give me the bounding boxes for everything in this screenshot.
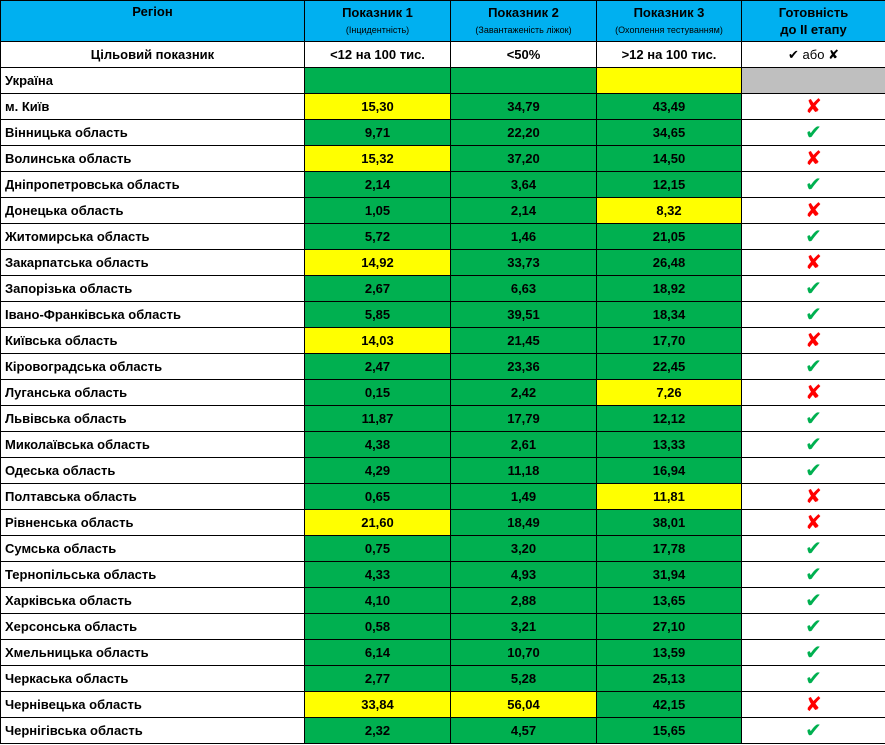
table-row xyxy=(1,692,885,718)
indicator-2-value: 3,20 xyxy=(451,536,597,562)
readiness-cell xyxy=(742,250,885,276)
region-name: Миколаївська область xyxy=(1,432,305,458)
table-row xyxy=(1,94,885,120)
check-icon: ✔ xyxy=(805,563,822,586)
readiness-cell xyxy=(742,354,885,380)
check-icon: ✔ xyxy=(805,173,822,196)
indicator-3-value: 26,48 xyxy=(597,250,742,276)
indicator-2-value: 2,42 xyxy=(451,380,597,406)
table-row xyxy=(1,588,885,614)
readiness-cell xyxy=(742,510,885,536)
indicator-3-value: 34,65 xyxy=(597,120,742,146)
region-name: Харківська область xyxy=(1,588,305,614)
indicator-1-value: 5,72 xyxy=(305,224,451,250)
cross-icon: ✘ xyxy=(805,147,822,170)
target-indicator-3: >12 на 100 тис. xyxy=(597,42,742,68)
indicator-3-value: 8,32 xyxy=(597,198,742,224)
readiness-cell xyxy=(742,224,885,250)
readiness-cell xyxy=(742,146,885,172)
cross-icon: ✘ xyxy=(828,46,839,62)
readiness-cell xyxy=(742,692,885,718)
indicator-3-value: 13,33 xyxy=(597,432,742,458)
region-name: Львівська область xyxy=(1,406,305,432)
header-indicator-3: Показник 3 (Охоплення тестуванням) xyxy=(597,1,742,42)
region-name: Волинська область xyxy=(1,146,305,172)
ukraine-row xyxy=(1,68,885,94)
or-label: або xyxy=(802,46,825,62)
indicator-2-value: 23,36 xyxy=(451,354,597,380)
indicator-3-value: 17,78 xyxy=(597,536,742,562)
indicator-2-value: 39,51 xyxy=(451,302,597,328)
check-icon: ✔ xyxy=(805,719,822,742)
indicator-1-value: 33,84 xyxy=(305,692,451,718)
indicator-2-value: 21,45 xyxy=(451,328,597,354)
table-row xyxy=(1,536,885,562)
ukraine-readiness xyxy=(742,68,885,94)
indicator-3-value: 7,26 xyxy=(597,380,742,406)
ukraine-indicator-2 xyxy=(451,68,597,94)
readiness-cell xyxy=(742,718,885,744)
indicator-1-value: 11,87 xyxy=(305,406,451,432)
indicator-2-value: 11,18 xyxy=(451,458,597,484)
indicator-1-value: 21,60 xyxy=(305,510,451,536)
indicator-3-value: 27,10 xyxy=(597,614,742,640)
indicator-1-value: 15,32 xyxy=(305,146,451,172)
region-name: Сумська область xyxy=(1,536,305,562)
region-name: Чернігівська область xyxy=(1,718,305,744)
indicator-3-value: 18,92 xyxy=(597,276,742,302)
region-name: Одеська область xyxy=(1,458,305,484)
region-name: Дніпропетровська область xyxy=(1,172,305,198)
readiness-cell xyxy=(742,614,885,640)
check-icon: ✔ xyxy=(805,641,822,664)
indicator-3-value: 16,94 xyxy=(597,458,742,484)
region-name: Хмельницька область xyxy=(1,640,305,666)
indicator-3-value: 43,49 xyxy=(597,94,742,120)
indicator-3-value: 12,15 xyxy=(597,172,742,198)
readiness-cell xyxy=(742,484,885,510)
table-row xyxy=(1,406,885,432)
region-name: Івано-Франківська область xyxy=(1,302,305,328)
indicator-2-value: 1,46 xyxy=(451,224,597,250)
readiness-cell xyxy=(742,120,885,146)
check-icon: ✔ xyxy=(805,459,822,482)
indicator-1-value: 4,10 xyxy=(305,588,451,614)
indicator-3-value: 31,94 xyxy=(597,562,742,588)
readiness-cell xyxy=(742,432,885,458)
check-icon: ✔ xyxy=(805,433,822,456)
table-row xyxy=(1,172,885,198)
check-icon: ✔ xyxy=(805,121,822,144)
indicator-2-value: 5,28 xyxy=(451,666,597,692)
readiness-cell xyxy=(742,198,885,224)
table-row xyxy=(1,432,885,458)
region-name: Чернівецька область xyxy=(1,692,305,718)
readiness-cell xyxy=(742,666,885,692)
table-row xyxy=(1,614,885,640)
indicator-1-value: 0,15 xyxy=(305,380,451,406)
indicator-2-value: 33,73 xyxy=(451,250,597,276)
check-icon: ✔ xyxy=(805,407,822,430)
target-label: Цільовий показник xyxy=(1,42,305,68)
indicator-1-value: 6,14 xyxy=(305,640,451,666)
region-name: Кіровоградська область xyxy=(1,354,305,380)
indicator-1-value: 4,33 xyxy=(305,562,451,588)
indicator-1-value: 2,32 xyxy=(305,718,451,744)
indicator-3-value: 14,50 xyxy=(597,146,742,172)
indicator-3-value: 13,65 xyxy=(597,588,742,614)
indicator-2-value: 2,14 xyxy=(451,198,597,224)
target-readiness xyxy=(742,42,885,68)
region-name: Закарпатська область xyxy=(1,250,305,276)
check-icon: ✔ xyxy=(805,589,822,612)
table-row xyxy=(1,120,885,146)
indicator-3-value: 38,01 xyxy=(597,510,742,536)
region-name: Житомирська область xyxy=(1,224,305,250)
table-row xyxy=(1,302,885,328)
indicator-1-value: 15,30 xyxy=(305,94,451,120)
cross-icon: ✘ xyxy=(805,511,822,534)
check-icon: ✔ xyxy=(805,277,822,300)
table-row xyxy=(1,458,885,484)
header-region: Регіон xyxy=(1,1,305,42)
indicator-3-value: 12,12 xyxy=(597,406,742,432)
readiness-cell xyxy=(742,328,885,354)
cross-icon: ✘ xyxy=(805,329,822,352)
indicator-1-value: 14,03 xyxy=(305,328,451,354)
region-name: Черкаська область xyxy=(1,666,305,692)
table-row xyxy=(1,562,885,588)
region-name: Херсонська область xyxy=(1,614,305,640)
check-icon: ✔ xyxy=(805,615,822,638)
table-row xyxy=(1,640,885,666)
indicator-3-value: 22,45 xyxy=(597,354,742,380)
cross-icon: ✘ xyxy=(805,693,822,716)
check-icon: ✔ xyxy=(805,303,822,326)
table-row xyxy=(1,276,885,302)
readiness-cell xyxy=(742,276,885,302)
ukraine-label: Україна xyxy=(1,68,305,94)
table-row xyxy=(1,666,885,692)
indicator-2-value: 4,93 xyxy=(451,562,597,588)
indicator-3-value: 25,13 xyxy=(597,666,742,692)
table-row xyxy=(1,718,885,744)
readiness-cell xyxy=(742,458,885,484)
indicator-1-value: 0,75 xyxy=(305,536,451,562)
indicator-2-value: 18,49 xyxy=(451,510,597,536)
check-icon: ✔ xyxy=(805,537,822,560)
cross-icon: ✘ xyxy=(805,251,822,274)
indicator-2-value: 17,79 xyxy=(451,406,597,432)
header-indicator-1: Показник 1 (Інцидентність) xyxy=(305,1,451,42)
region-name: Запорізька область xyxy=(1,276,305,302)
indicator-2-value: 3,64 xyxy=(451,172,597,198)
indicator-2-value: 1,49 xyxy=(451,484,597,510)
indicator-3-value: 17,70 xyxy=(597,328,742,354)
header-readiness: Готовність до ІІ етапу xyxy=(742,1,885,42)
table-row xyxy=(1,484,885,510)
region-name: м. Київ xyxy=(1,94,305,120)
readiness-cell xyxy=(742,302,885,328)
indicator-2-value: 10,70 xyxy=(451,640,597,666)
target-indicator-1: <12 на 100 тис. xyxy=(305,42,451,68)
table-row xyxy=(1,250,885,276)
indicator-1-value: 1,05 xyxy=(305,198,451,224)
indicator-1-value: 2,77 xyxy=(305,666,451,692)
ukraine-indicator-3 xyxy=(597,68,742,94)
readiness-cell xyxy=(742,172,885,198)
indicator-1-value: 5,85 xyxy=(305,302,451,328)
region-name: Вінницька область xyxy=(1,120,305,146)
indicator-1-value: 2,14 xyxy=(305,172,451,198)
readiness-cell xyxy=(742,562,885,588)
table-row xyxy=(1,146,885,172)
indicator-3-value: 13,59 xyxy=(597,640,742,666)
indicator-3-value: 18,34 xyxy=(597,302,742,328)
table-row xyxy=(1,510,885,536)
indicator-1-value: 4,29 xyxy=(305,458,451,484)
readiness-cell xyxy=(742,380,885,406)
region-name: Луганська область xyxy=(1,380,305,406)
indicator-2-value: 3,21 xyxy=(451,614,597,640)
check-icon: ✔ xyxy=(805,667,822,690)
table-row xyxy=(1,328,885,354)
table-row xyxy=(1,354,885,380)
table-row xyxy=(1,224,885,250)
indicator-3-value: 11,81 xyxy=(597,484,742,510)
readiness-cell xyxy=(742,406,885,432)
region-name: Київська область xyxy=(1,328,305,354)
indicator-2-value: 37,20 xyxy=(451,146,597,172)
indicator-1-value: 2,67 xyxy=(305,276,451,302)
cross-icon: ✘ xyxy=(805,199,822,222)
header-row xyxy=(1,1,885,42)
indicator-1-value: 2,47 xyxy=(305,354,451,380)
indicator-1-value: 14,92 xyxy=(305,250,451,276)
readiness-cell xyxy=(742,640,885,666)
indicator-2-value: 2,61 xyxy=(451,432,597,458)
indicator-2-value: 56,04 xyxy=(451,692,597,718)
indicator-3-value: 15,65 xyxy=(597,718,742,744)
cross-icon: ✘ xyxy=(805,95,822,118)
region-name: Тернопільська область xyxy=(1,562,305,588)
indicator-2-value: 34,79 xyxy=(451,94,597,120)
check-icon: ✔ xyxy=(805,225,822,248)
indicator-1-value: 9,71 xyxy=(305,120,451,146)
region-name: Рівненська область xyxy=(1,510,305,536)
readiness-cell xyxy=(742,94,885,120)
indicator-3-value: 42,15 xyxy=(597,692,742,718)
table-row xyxy=(1,380,885,406)
target-indicator-2: <50% xyxy=(451,42,597,68)
region-name: Полтавська область xyxy=(1,484,305,510)
cross-icon: ✘ xyxy=(805,485,822,508)
table-row xyxy=(1,198,885,224)
header-indicator-2: Показник 2 (Завантаженість ліжок) xyxy=(451,1,597,42)
indicator-3-value: 21,05 xyxy=(597,224,742,250)
ukraine-indicator-1 xyxy=(305,68,451,94)
indicator-2-value: 6,63 xyxy=(451,276,597,302)
indicator-1-value: 0,58 xyxy=(305,614,451,640)
indicator-2-value: 4,57 xyxy=(451,718,597,744)
indicator-2-value: 22,20 xyxy=(451,120,597,146)
readiness-cell xyxy=(742,536,885,562)
cross-icon: ✘ xyxy=(805,381,822,404)
readiness-cell xyxy=(742,588,885,614)
region-name: Донецька область xyxy=(1,198,305,224)
indicator-1-value: 4,38 xyxy=(305,432,451,458)
check-icon: ✔ xyxy=(805,355,822,378)
check-icon: ✔ xyxy=(788,46,799,62)
indicator-2-value: 2,88 xyxy=(451,588,597,614)
indicator-1-value: 0,65 xyxy=(305,484,451,510)
target-row xyxy=(1,42,885,68)
